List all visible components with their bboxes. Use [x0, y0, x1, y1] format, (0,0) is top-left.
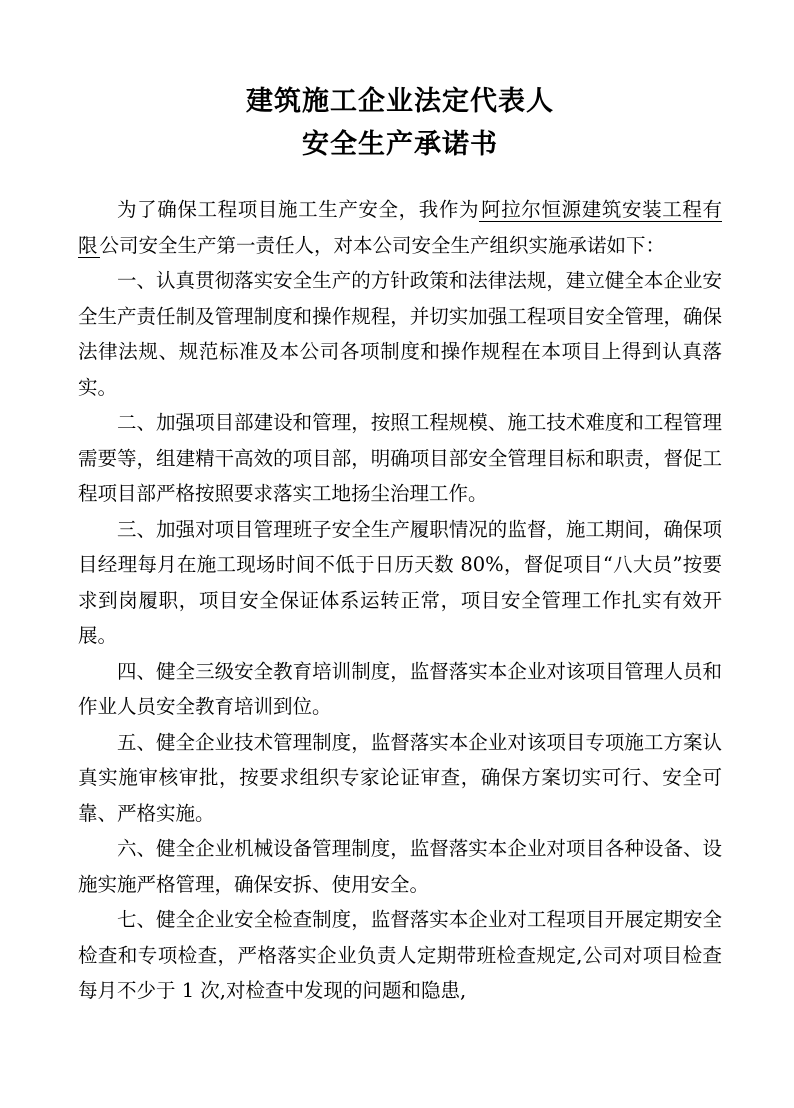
- clause-item: 六、健全企业机械设备管理制度，监督落实本企业对项目各种设备、设施实施严格管理，确保安拆、使用安全。: [78, 837, 722, 896]
- clause-item: 四、健全三级安全教育培训制度，监督落实本企业对该项目管理人员和作业人员安全教育培训到位。: [78, 659, 722, 718]
- page-title: [78, 80, 722, 166]
- clause-item: 七、健全企业安全检查制度，监督落实本企业对工程项目开展定期安全检查和专项检查，严格落实企业负责人定期带班检查规定,公司对项目检查每月不少于 1 次,对检查中发现的问题和隐患,: [78, 908, 722, 1002]
- intro-before-blank: 为了确保工程项目施工生产安全，我作为: [117, 198, 480, 221]
- intro-after-blank: 公司安全生产第一责任人，对本公司安全生产组织实施承诺如下：: [99, 233, 666, 257]
- title-line-1: 建筑施工企业法定代表人: [246, 86, 554, 117]
- intro-paragraph: [78, 192, 722, 263]
- company-name-blank: 阿拉尔恒源建筑安装工程有限: [78, 198, 722, 257]
- clause-item: 三、加强对项目管理班子安全生产履职情况的监督，施工期间，确保项目经理每月在施工现场时间不低于日历天数 80%，督促项目“八大员”按要求到岗履职，项目安全保证体系运转正常，项目安全管理工作扎实有效开展。: [78, 517, 722, 647]
- clause-item: 五、健全企业技术管理制度，监督落实本企业对该项目专项施工方案认真实施审核审批，按要求组织专家论证审查，确保方案切实可行、安全可靠、严格实施。: [78, 730, 722, 825]
- clause-item: 一、认真贯彻落实安全生产的方针政策和法律法规，建立健全本企业安全生产责任制及管理制度和操作规程，并切实加强工程项目安全管理，确保法律法规、规范标准及本公司各项制度和操作规程在本项目上得到认真落实。: [78, 269, 722, 399]
- title-line-2: 安全生产承诺书: [302, 129, 498, 160]
- document-body: [78, 192, 722, 1009]
- clause-item: 二、加强项目部建设和管理，按照工程规模、施工技术难度和工程管理需要等，组建精干高效的项目部，明确项目部安全管理目标和职责，督促工程项目部严格按照要求落实工地扬尘治理工作。: [78, 411, 722, 505]
